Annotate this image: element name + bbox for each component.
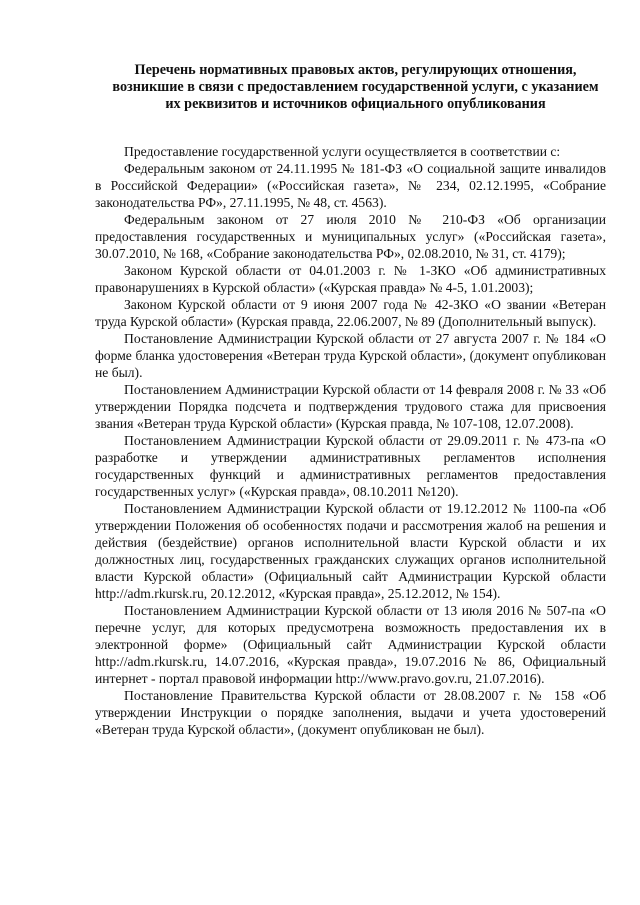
title-line: возникшие в связи с предоставлением государственной услуги, с указанием — [112, 79, 599, 95]
legal-act-paragraph: Постановление Администрации Курской области от 27 августа 2007 г. № 184 «О форме бланка удостоверения «Ветеран труда Курской области», (документ опубликован не был). — [95, 331, 606, 380]
legal-act-paragraph: Постановлением Администрации Курской области от 29.09.2011 г. № 473-па «О разработке и утверждении административных регламентов исполнения государственных функций и административных регламентов предоставления государственных услуг» («Курская правда», 08.10.2011 №120). — [95, 433, 606, 499]
legal-act-paragraph: Постановлением Администрации Курской области от 13 июля 2016 № 507-па «О перечне услуг, для которых предусмотрена возможность предоставления их в электронной форме» (Официальный сайт Администрации Курской области http://adm.rkursk.ru, 14.07.2016, «Курская правда», 19.07.2016 № 86, Официальный интернет - портал правовой информации http://www.pravo.gov.ru, 21.07.2016). — [95, 603, 606, 686]
legal-act-paragraph: Федеральным законом от 27 июля 2010 № 210-ФЗ «Об организации предоставления государственных и муниципальных услуг» («Российская газета», 30.07.2010, № 168, «Собрание законодательства РФ», 02.08.2010, № 31, ст. 4179); — [95, 212, 606, 261]
document-title — [95, 62, 606, 113]
legal-act-paragraph: Законом Курской области от 9 июня 2007 года № 42-ЗКО «О звании «Ветеран труда Курской области» (Курская правда, 22.06.2007, № 89 (Дополнительный выпуск). — [95, 297, 606, 329]
title-line: их реквизитов и источников официального опубликования — [165, 96, 546, 112]
legal-act-paragraph: Федеральным законом от 24.11.1995 № 181-ФЗ «О социальной защите инвалидов в Российской Федерации» («Российская газета», № 234, 02.12.1995, «Собрание законодательства РФ», 27.11.1995, № 48, ст. 4563). — [95, 161, 606, 210]
legal-act-paragraph: Постановлением Администрации Курской области от 19.12.2012 № 1100-па «Об утверждении Положения об особенностях подачи и рассмотрения жалоб на решения и действия (бездействие) органов исполнительной власти Курской области и их должностных лиц, государственных гражданских служащих органов исполнительной власти Курской области» (Официальный сайт Администрации Курской области http://adm.rkursk.ru, 20.12.2012, «Курская правда», 25.12.2012, № 154). — [95, 501, 606, 601]
title-line: Перечень нормативных правовых актов, регулирующих отношения, — [134, 62, 577, 78]
legal-act-paragraph: Постановление Правительства Курской области от 28.08.2007 г. № 158 «Об утверждении Инструкции о порядке заполнения, выдачи и учета удостоверений «Ветеран труда Курской области», (документ опубликован не был). — [95, 688, 606, 737]
legal-act-paragraph: Законом Курской области от 04.01.2003 г. № 1-ЗКО «Об административных правонарушениях в Курской области» («Курская правда» № 4-5, 1.01.2003); — [95, 263, 606, 295]
intro-paragraph: Предоставление государственной услуги осуществляется в соответствии с: — [124, 144, 561, 159]
legal-act-paragraph: Постановлением Администрации Курской области от 14 февраля 2008 г. № 33 «Об утверждении Порядка подсчета и подтверждения трудового стажа для присвоения звания «Ветеран труда Курской области» (Курская правда, № 107-108, 12.07.2008). — [95, 382, 606, 431]
legal-acts-list — [95, 160, 606, 738]
